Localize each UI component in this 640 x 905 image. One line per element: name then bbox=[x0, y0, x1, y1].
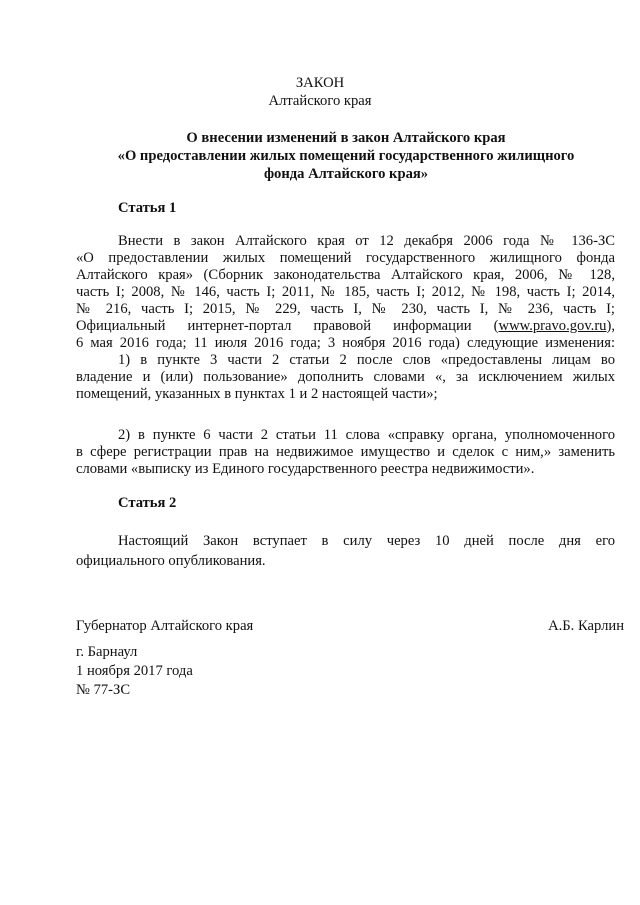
pravo-link[interactable]: www.pravo.gov.ru bbox=[498, 318, 607, 334]
text-line: 1) в пункте 3 части 2 статьи 2 после слов «предоставлены лицам во bbox=[118, 352, 615, 368]
text-line: помещений, указанных в пунктах 1 и 2 настоящей части»; bbox=[76, 386, 438, 402]
article-2-text bbox=[76, 530, 615, 570]
text-line: 6 мая 2016 года; 11 июля 2016 года; 3 ноября 2016 года) следующие изменения: bbox=[76, 335, 615, 351]
signatory-name: А.Б. Карлин bbox=[548, 618, 624, 634]
text-line: 2) в пункте 6 части 2 статьи 11 слова «справку органа, уполномоченного bbox=[118, 427, 615, 443]
text-line: в сфере регистрации прав на недвижимое имущество и сделок с ним,» заменить bbox=[76, 444, 615, 460]
signatory-position: Губернатор Алтайского края bbox=[76, 618, 254, 634]
text-line: владение и (или) пользование» дополнить словами «, за исключением жилых bbox=[76, 369, 615, 385]
document-region: Алтайского края bbox=[268, 93, 372, 109]
article-1-heading: Статья 1 bbox=[118, 200, 177, 216]
article-1-item-2 bbox=[76, 427, 615, 478]
text-line: часть I; 2008, № 146, часть I; 2011, № 185, часть I; 2012, № 198, часть I; 2014, bbox=[76, 284, 615, 300]
law-title-line: «О предоставлении жилых помещений государственного жилищного bbox=[117, 148, 575, 164]
text-line: «О предоставлении жилых помещений государственного жилищного фонда bbox=[76, 250, 615, 266]
text-line: официального опубликования. bbox=[76, 553, 266, 569]
law-title-line: О внесении изменений в закон Алтайского края bbox=[186, 130, 506, 146]
law-title bbox=[76, 129, 616, 183]
article-2-heading: Статья 2 bbox=[118, 495, 177, 511]
article-1-intro bbox=[76, 233, 615, 352]
text-line: Внести в закон Алтайского края от 12 декабря 2006 года № 136-ЗС bbox=[118, 233, 615, 249]
signing-date: 1 ноября 2017 года bbox=[76, 663, 193, 679]
article-1-item-1 bbox=[76, 352, 615, 403]
text-line: словами «выписку из Единого государственного реестра недвижимости». bbox=[76, 461, 535, 477]
text-line: Алтайского края» (Сборник законодательства Алтайского края, 2006, № 128, bbox=[76, 267, 615, 283]
place-date-block bbox=[76, 643, 193, 700]
law-number: № 77-ЗС bbox=[76, 682, 131, 698]
text-line: Настоящий Закон вступает в силу через 10 дней после дня его bbox=[118, 533, 615, 549]
document-type: ЗАКОН bbox=[295, 75, 345, 91]
city: г. Барнаул bbox=[76, 644, 138, 660]
text-line: Официальный интернет-портал правовой информации (www.pravo.gov.ru), bbox=[76, 318, 615, 334]
text-line: № 216, часть I; 2015, № 229, часть I, № 230, часть I, № 236, часть I; bbox=[76, 301, 615, 317]
law-title-line: фонда Алтайского края» bbox=[263, 166, 429, 182]
